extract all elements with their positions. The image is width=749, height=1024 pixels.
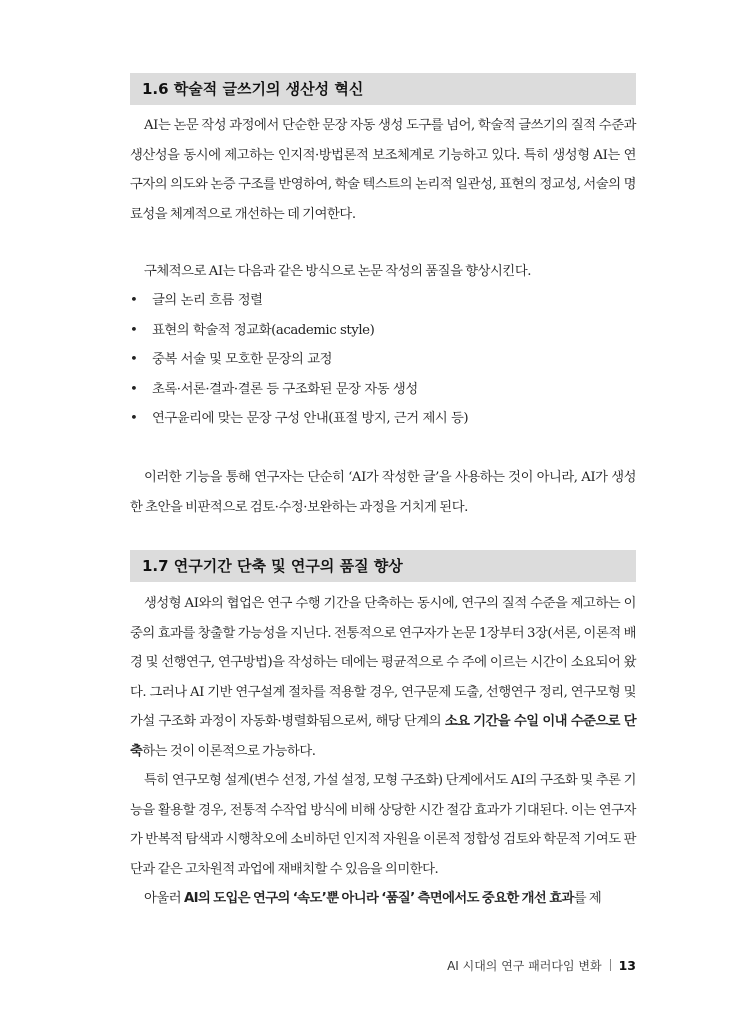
list-intro: 구체적으로 AI는 다음과 같은 방식으로 논문 작성의 품질을 향상시킨다. bbox=[144, 264, 531, 279]
feature-list bbox=[130, 286, 636, 434]
emphasis-duration: 소요 기간을 수일 이내 수준으로 단축 bbox=[130, 714, 637, 759]
running-title: AI 시대의 연구 패러다임 변화 bbox=[447, 959, 602, 973]
list-item-text: 연구윤리에 맞는 문장 구성 안내(표절 방지, 근거 제시 등) bbox=[152, 411, 469, 426]
footer-divider bbox=[610, 959, 611, 971]
text-run: 를 제 bbox=[573, 891, 602, 906]
list-item: • 글의 논리 흐름 정렬 bbox=[130, 293, 263, 308]
list-item-text: 표현의 학술적 정교화(academic style) bbox=[152, 322, 375, 338]
paragraph-quality bbox=[130, 884, 636, 914]
page-number: 13 bbox=[618, 958, 636, 973]
text-run: 하는 것이 이론적으로 가능하다. bbox=[142, 743, 316, 759]
section-heading-1-6: 1.6 학술적 글쓰기의 생산성 혁신 bbox=[130, 73, 636, 105]
paragraph-intro: AI는 논문 작성 과정에서 단순한 문장 자동 생성 도구를 넘어, 학술적 글쓰기의 질적 수준과 생산성을 동시에 제고하는 인지적·방법론적 보조체계로 기능하고 있다. 특히 생성형 AI는 연구자의 의도와 논증 구조를 반영하여, 학술 텍스트의 논리적 일관성, 표현의 정교성, 서술의 명료성을 체계적으로 개선하는 데 기여한다. bbox=[130, 118, 636, 222]
section-heading-1-7: 1.7 연구기간 단축 및 연구의 품질 향상 bbox=[130, 550, 636, 582]
list-item: • 연구윤리에 맞는 문장 구성 안내(표절 방지, 근거 제시 등) bbox=[130, 411, 469, 426]
paragraph-model-design: 특히 연구모형 설계(변수 선정, 가설 설정, 모형 구조화) 단계에서도 AI의 구조화 및 추론 기능을 활용할 경우, 전통적 수작업 방식에 비해 상당한 시간 절감 효과가 기대된다. 이는 연구자가 반복적 탐색과 시행착오에 소비하던 인지적 자원을 이론적 정합성 검토와 학문적 기여도 판단과 같은 고차원적 과업에 재배치할 수 있음을 의미한다. bbox=[130, 773, 636, 877]
list-item-text: 글의 논리 흐름 정렬 bbox=[152, 293, 263, 308]
list-item: • 표현의 학술적 정교화(academic style) bbox=[130, 322, 375, 338]
paragraph-time-reduction bbox=[130, 589, 636, 766]
paragraph-closing: 이러한 기능을 통해 연구자는 단순히 ‘AI가 작성한 글’을 사용하는 것이 아니라, AI가 생성한 초안을 비판적으로 검토·수정·보완하는 과정을 거치게 된다. bbox=[130, 470, 636, 515]
list-item: • 중복 서술 및 모호한 문장의 교정 bbox=[130, 352, 333, 367]
list-item: • 초록·서론·결과·결론 등 구조화된 문장 자동 생성 bbox=[130, 381, 418, 397]
text-run: 아울러 bbox=[144, 891, 184, 906]
list-item-text: 초록·서론·결과·결론 등 구조화된 문장 자동 생성 bbox=[152, 381, 418, 397]
list-item-text: 중복 서술 및 모호한 문장의 교정 bbox=[152, 352, 333, 367]
page-footer bbox=[447, 957, 636, 974]
emphasis-quality: AI의 도입은 연구의 ‘속도’뿐 아니라 ‘품질’ 측면에서도 중요한 개선 효과 bbox=[183, 891, 574, 906]
text-run: 생성형 AI와의 협업은 연구 수행 기간을 단축하는 동시에, 연구의 질적 수준을 제고하는 이중의 효과를 창출할 가능성을 지닌다. 전통적으로 연구자가 논문 1장부터 3장(서론, 이론적 배경 및 선행연구, 연구방법)을 작성하는 데에는 평균적으로 수 주에 이르는 시간이 소요되어 왔다. 그러나 AI 기반 연구설계 절차를 적용할 경우, 연구문제 도출, 선행연구 정리, 연구모형 및 가설 구조화 과정이 자동화·병렬화됨으로써, 해당 단계의 bbox=[130, 596, 636, 729]
